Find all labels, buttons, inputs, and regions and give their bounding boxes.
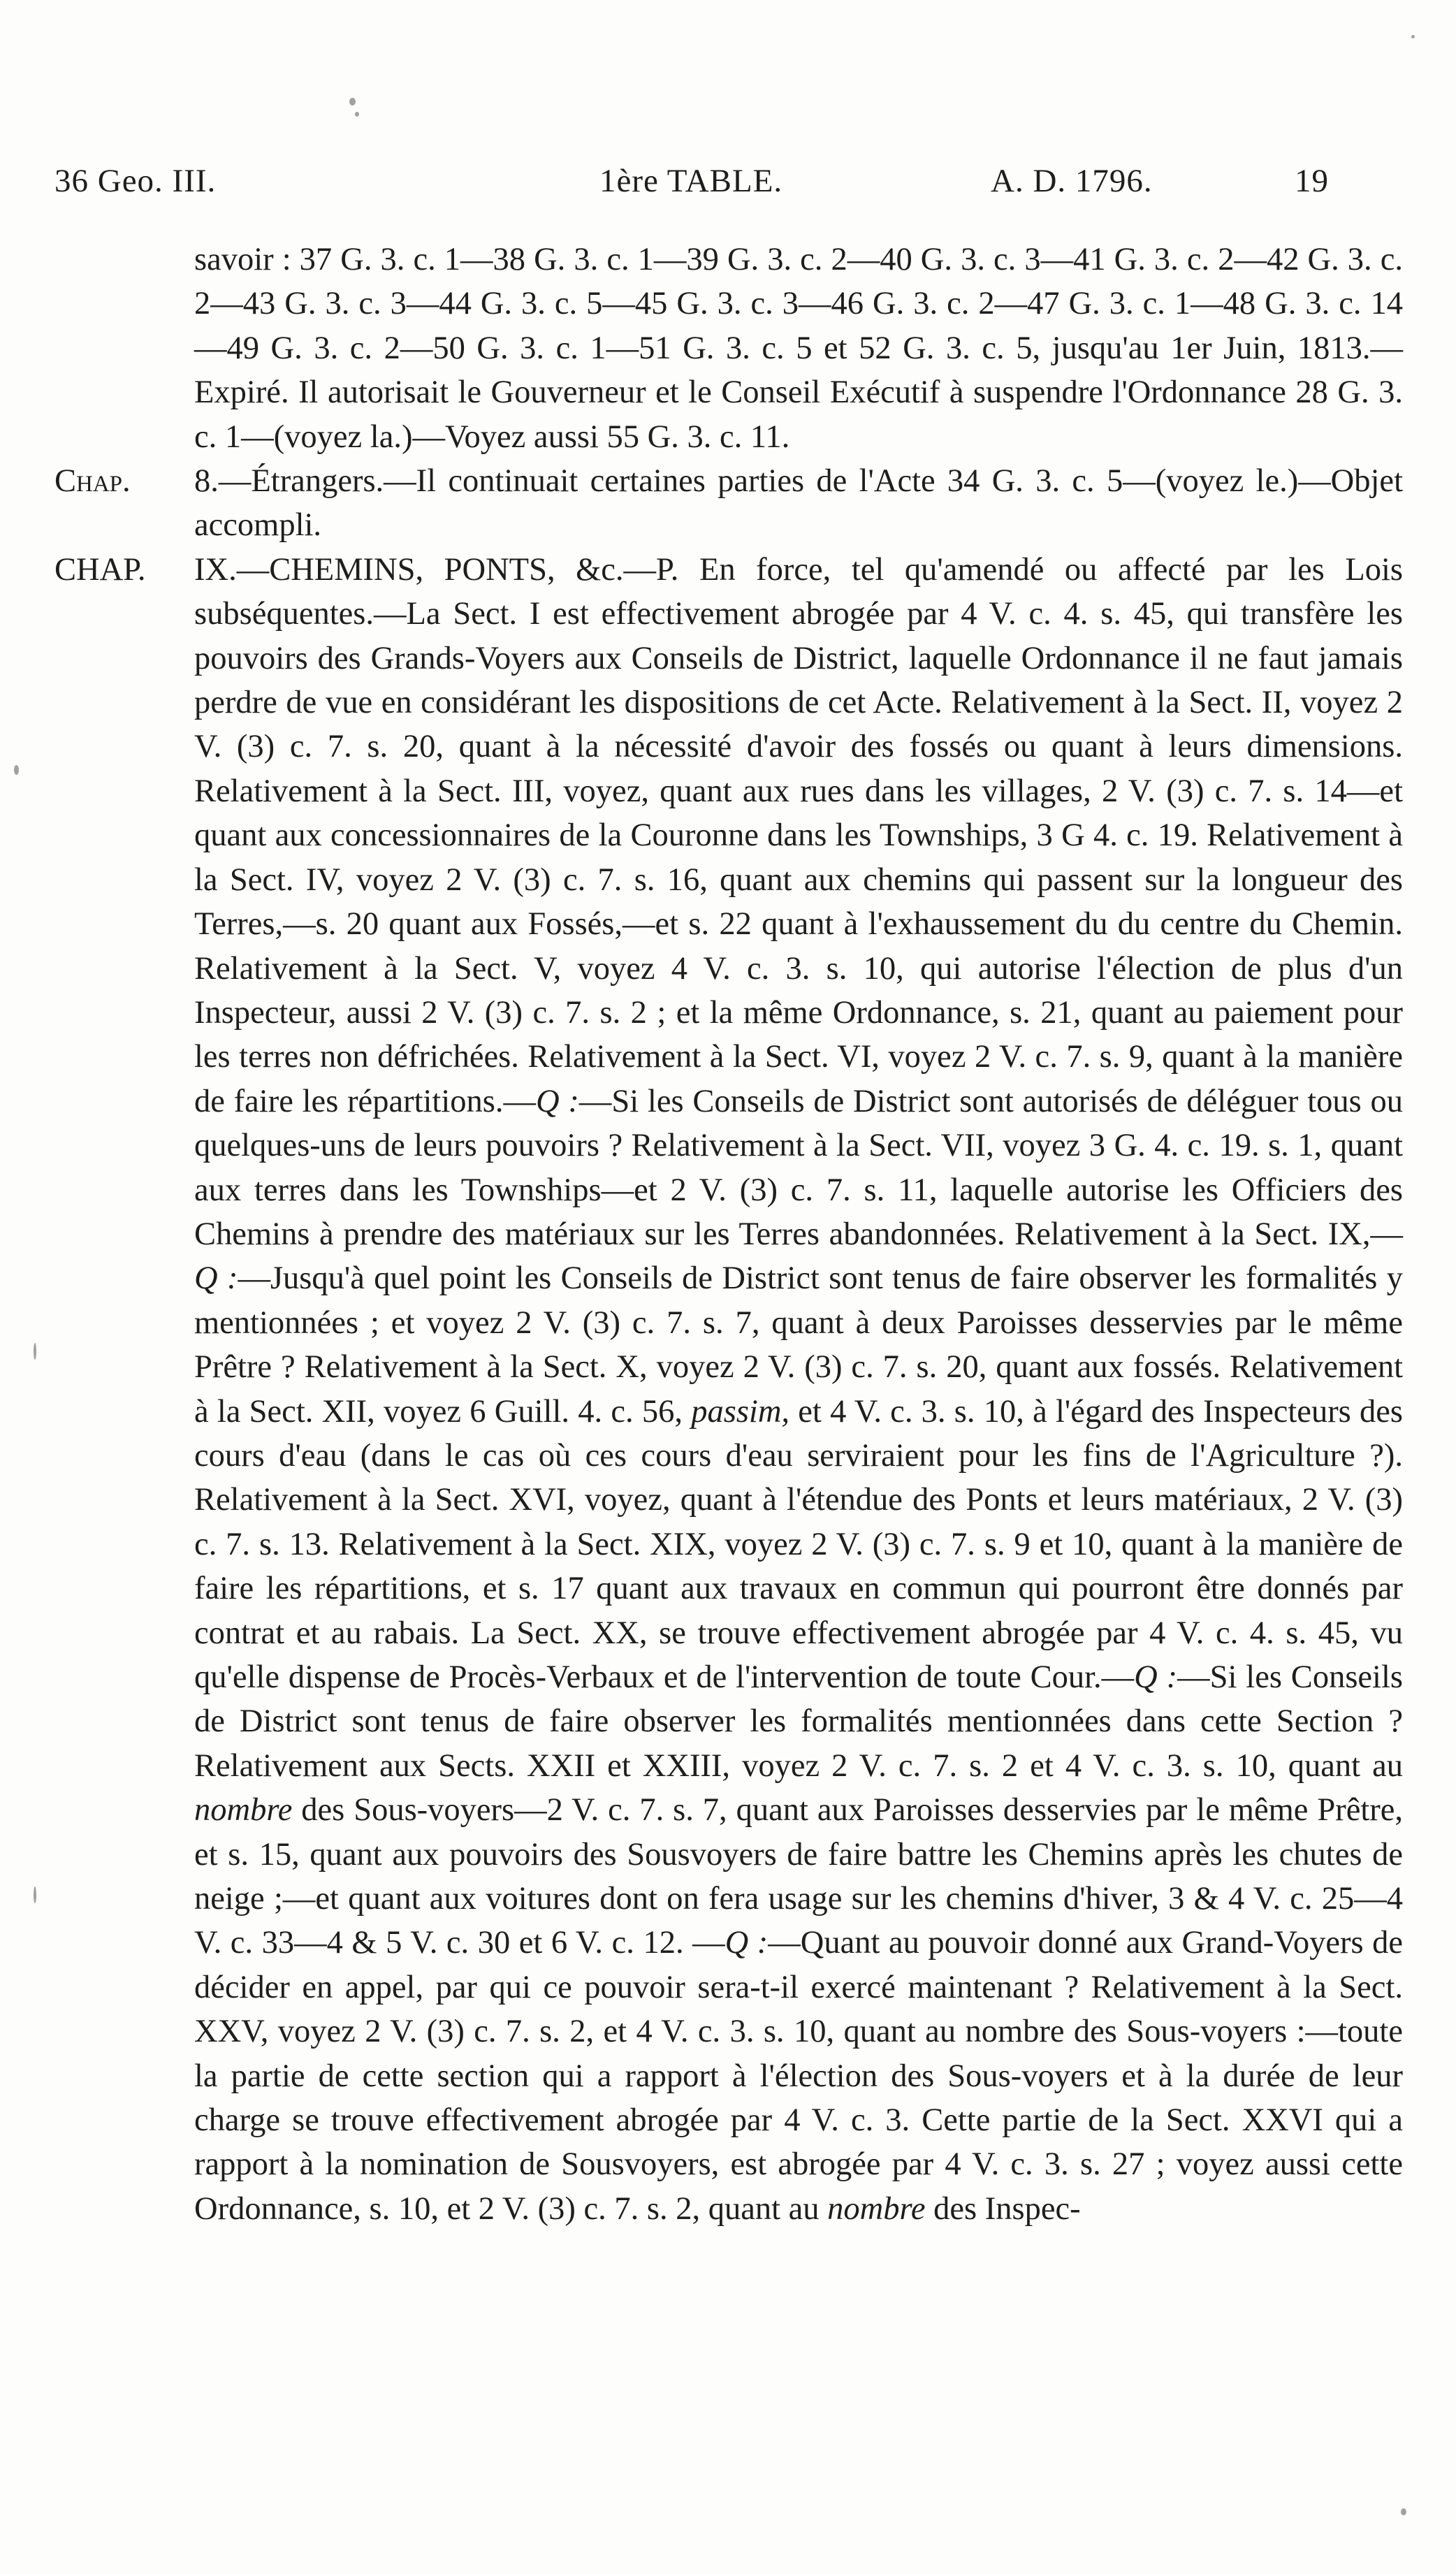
chapter-9-text-5: —Si les Conseils de District sont tenus de faire observer les formalités mentionnées dans cette Section ? Relativement aux Sects. XXII et XXIII, voyez 2 V. c. 7. s. 2 et 4 V. c. 3. s. 10, quant au bbox=[194, 1659, 1403, 1784]
nombre-italic-1: nombre bbox=[194, 1792, 293, 1828]
chapter-9-entry bbox=[54, 548, 1403, 2231]
paper-speck bbox=[349, 98, 356, 106]
paper-speck bbox=[355, 112, 359, 117]
paper-speck bbox=[1401, 2508, 1406, 2515]
paper-speck bbox=[34, 1886, 36, 1903]
page-body bbox=[54, 238, 1403, 2231]
paper-speck bbox=[1411, 35, 1415, 38]
continuation-text: savoir : 37 G. 3. c. 1—38 G. 3. c. 1—39 G. 3. c. 2—40 G. 3. c. 3—41 G. 3. c. 2—42 G. 3. c. 2—43 G. 3. c. 3—44 G. 3. c. 5—45 G. 3. c. 3—46 G. 3. c. 2—47 G. 3. c. 1—48 G. 3. c. 14—49 G. 3. c. 2—50 G. 3. c. 1—51 G. 3. c. 5 et 52 G. 3. c. 5, jusqu'au 1er Juin, 1813.—Expiré. Il autorisait le Gouverneur et le Conseil Exécutif à suspendre l'Ordonnance 28 G. 3. c. 1—(voyez la.)—Voyez aussi 55 G. 3. c. 11. bbox=[194, 242, 1403, 455]
page-number: 19 bbox=[1295, 163, 1329, 199]
continuation-paragraph bbox=[54, 238, 1403, 459]
question-label-1: Q : bbox=[535, 1083, 579, 1119]
header-reign: 36 Geo. III. bbox=[54, 163, 217, 199]
nombre-italic-2: nombre bbox=[827, 2190, 926, 2227]
paper-speck bbox=[14, 765, 19, 775]
chapter-9-text-1: IX.—CHEMINS, PONTS, &c.—P. En force, tel qu'amendé ou affecté par les Lois subséquentes.—La Sect. I est effectivement abrogée par 4 V. c. 4. s. 45, qui transfère les pouvoirs des Grands-Voyers aux Conseils de District, laquelle Ordonnance il ne faut jamais perdre de vue en considérant les dispositions de cet Acte. Relativement à la Sect. II, voyez 2 V. (3) c. 7. s. 20, quant à la nécessité d'avoir des fossés ou quant à leurs dimensions. Relativement à la Sect. III, voyez, quant aux rues dans les villages, 2 V. (3) c. 7. s. 14—et quant aux concessionnaires de la Couronne dans les Townships, 3 G 4. c. 19. Relativement à la Sect. IV, voyez 2 V. (3) c. 7. s. 16, quant aux chemins qui passent sur la longueur des Terres,—s. 20 quant aux Fossés,—et s. 22 quant à l'exhaussement du du centre du Chemin. Relativement à la Sect. V, voyez 4 V. c. 3. s. 10, qui autorise l'élection de plus d'un Inspecteur, aussi 2 V. (3) c. 7. s. 2 ; et la même Ordonnance, s. 21, quant au paiement pour les terres non défrichées. Relativement à la Sect. VI, voyez 2 V. c. 7. s. 9, quant à la manière de faire les répartitions.— bbox=[194, 551, 1403, 1119]
chapter-9-text-2: —Si les Conseils de District sont autorisés de déléguer tous ou quelques-uns de leurs pouvoirs ? Relativement à la Sect. VII, voyez 3 G. 4. c. 19. s. 1, quant aux terres dans les Townships—et 2 V. (3) c. 7. s. 11, laquelle autorise les Officiers des Chemins à prendre des matériaux sur les Terres abandonnées. Relativement à la Sect. IX,— bbox=[194, 1083, 1403, 1252]
chapter-9-text-8: des Inspec- bbox=[925, 2190, 1081, 2227]
question-label-2: Q : bbox=[194, 1260, 238, 1297]
passim-italic: passim, bbox=[691, 1393, 790, 1430]
question-label-4: Q : bbox=[725, 1925, 769, 1961]
paper-speck bbox=[34, 1343, 36, 1360]
chapter-8-text: 8.—Étrangers.—Il continuait certaines parties de l'Acte 34 G. 3. c. 5—(voyez le.)—Objet accompli. bbox=[194, 463, 1403, 544]
chapter-8-label: Chap. bbox=[54, 463, 131, 500]
header-table-title: 1ère TABLE. bbox=[599, 163, 783, 199]
chapter-9-text-7: —Quant au pouvoir donné aux Grand-Voyers de décider en appel, par qui ce pouvoir sera-t-il exercé maintenant ? Relativement à la Sect. XXV, voyez 2 V. (3) c. 7. s. 2, et 4 V. c. 3. s. 10, quant au nombre des Sous-voyers :—toute la partie de cette section qui a rapport à l'élection des Sous-voyers et à la durée de leur charge se trouve effectivement abrogée par 4 V. c. 3. Cette partie de la Sect. XXVI qui a rapport à la nomination de Sousvoyers, est abrogée par 4 V. c. 3. s. 27 ; voyez aussi cette Ordonnance, s. 10, et 2 V. (3) c. 7. s. 2, quant au bbox=[194, 1925, 1403, 2227]
chapter-9-text-6: des Sous-voyers—2 V. c. 7. s. 7, quant aux Paroisses desservies par le même Prêtre, et s. 15, quant aux pouvoirs des Sousvoyers de faire battre les Chemins après les chutes de neige ;—et quant aux voitures dont on fera usage sur les chemins d'hiver, 3 & 4 V. c. 25—4 V. c. 33—4 & 5 V. c. 30 et 6 V. c. 12. — bbox=[194, 1792, 1403, 1961]
chapter-9-text-4: et 4 V. c. 3. s. 10, à l'égard des Inspecteurs des cours d'eau (dans le cas où ces cours d'eau serviraient pour les fins de l'Agriculture ?). Relativement à la Sect. XVI, voyez, quant à l'étendue des Ponts et leurs matériaux, 2 V. (3) c. 7. s. 13. Relativement à la Sect. XIX, voyez 2 V. (3) c. 7. s. 9 et 10, quant à la manière de faire les répartitions, et s. 17 quant aux travaux en commun qui pourront être donnés par contrat et au rabais. La Sect. XX, se trouve effectivement abrogée par 4 V. c. 4. s. 45, vu qu'elle dispense de Procès-Verbaux et de l'intervention de toute Cour.— bbox=[194, 1393, 1403, 1695]
chapter-8-entry bbox=[54, 459, 1403, 548]
header-year: A. D. 1796. bbox=[991, 163, 1153, 199]
chapter-9-text-3: —Jusqu'à quel point les Conseils de District sont tenus de faire observer les formalités y mentionnées ; et voyez 2 V. (3) c. 7. s. 7, quant à deux Paroisses desservies par le même Prêtre ? Relativement à la Sect. X, voyez 2 V. (3) c. 7. s. 20, quant aux fossés. Relativement à la Sect. XII, voyez 6 Guill. 4. c. 56, bbox=[194, 1260, 1403, 1430]
running-header bbox=[54, 162, 1403, 211]
question-label-3: Q : bbox=[1134, 1659, 1178, 1695]
chapter-9-label: CHAP. bbox=[54, 551, 146, 588]
